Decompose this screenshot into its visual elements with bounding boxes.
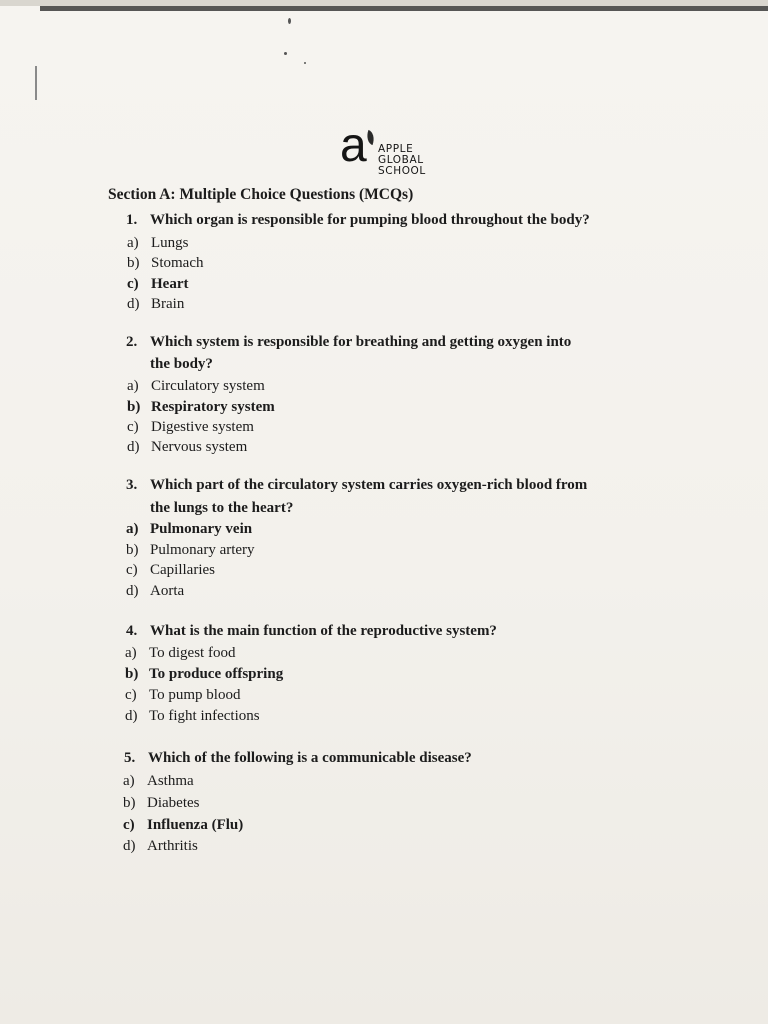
option-c-correct: c) Influenza (Flu) [123, 817, 244, 833]
question-stem: Which part of the circulatory system carries oxygen-rich blood from [150, 477, 588, 493]
option-d: d) Aorta [126, 583, 185, 599]
option-b-correct: b) To produce offspring [125, 666, 284, 682]
question-stem-continuation: the lungs to the heart? [150, 500, 294, 516]
option-b: b) Stomach [127, 255, 204, 271]
option-a: a) Lungs [127, 235, 189, 251]
option-a: a) Circulatory system [127, 378, 265, 394]
question-number: 5. [124, 750, 136, 766]
option-b: b) Diabetes [123, 795, 200, 811]
question-text [126, 212, 590, 229]
section-heading: Section A: Multiple Choice Questions (MCQs) [108, 186, 414, 203]
question-number: 1. [126, 212, 138, 228]
logo-line-1: APPLE [378, 143, 414, 155]
margin-mark [35, 66, 37, 100]
question-stem: What is the main function of the reproductive system? [150, 623, 497, 639]
option-d: d) Nervous system [127, 439, 248, 455]
option-b: b) Pulmonary artery [126, 542, 255, 558]
option-c: c) To pump blood [125, 687, 241, 703]
logo-line-3: SCHOOL [378, 165, 426, 177]
option-d: d) To fight infections [125, 708, 260, 724]
option-c-correct: c) Heart [127, 276, 189, 292]
question-text [126, 477, 587, 494]
question-text [124, 750, 472, 767]
paper-speck [288, 18, 291, 24]
question-number: 2. [126, 334, 138, 350]
paper-speck [304, 62, 306, 64]
option-d: d) Brain [127, 296, 185, 312]
worksheet-page [0, 6, 768, 1024]
question-text [126, 334, 571, 351]
question-number: 3. [126, 477, 138, 493]
page-top-shadow [40, 6, 768, 11]
option-a: a) To digest food [125, 645, 236, 661]
school-logo [340, 119, 450, 178]
logo-line-2: GLOBAL [378, 154, 424, 166]
option-a-correct: a) Pulmonary vein [126, 521, 253, 537]
question-number: 4. [126, 623, 138, 639]
option-b-correct: b) Respiratory system [127, 399, 275, 415]
question-stem: Which organ is responsible for pumping blood throughout the body? [150, 212, 590, 228]
option-a: a) Asthma [123, 773, 194, 789]
option-d: d) Arthritis [123, 838, 198, 854]
option-c: c) Capillaries [126, 562, 215, 578]
question-stem: Which system is responsible for breathing and getting oxygen into [150, 334, 572, 350]
question-text [126, 623, 497, 640]
question-stem: Which of the following is a communicable disease? [148, 750, 472, 766]
question-stem-continuation: the body? [150, 356, 213, 372]
logo-wordmark [378, 144, 426, 177]
paper-speck [284, 52, 287, 55]
option-c: c) Digestive system [127, 419, 254, 435]
logo-letter: a [340, 119, 367, 172]
